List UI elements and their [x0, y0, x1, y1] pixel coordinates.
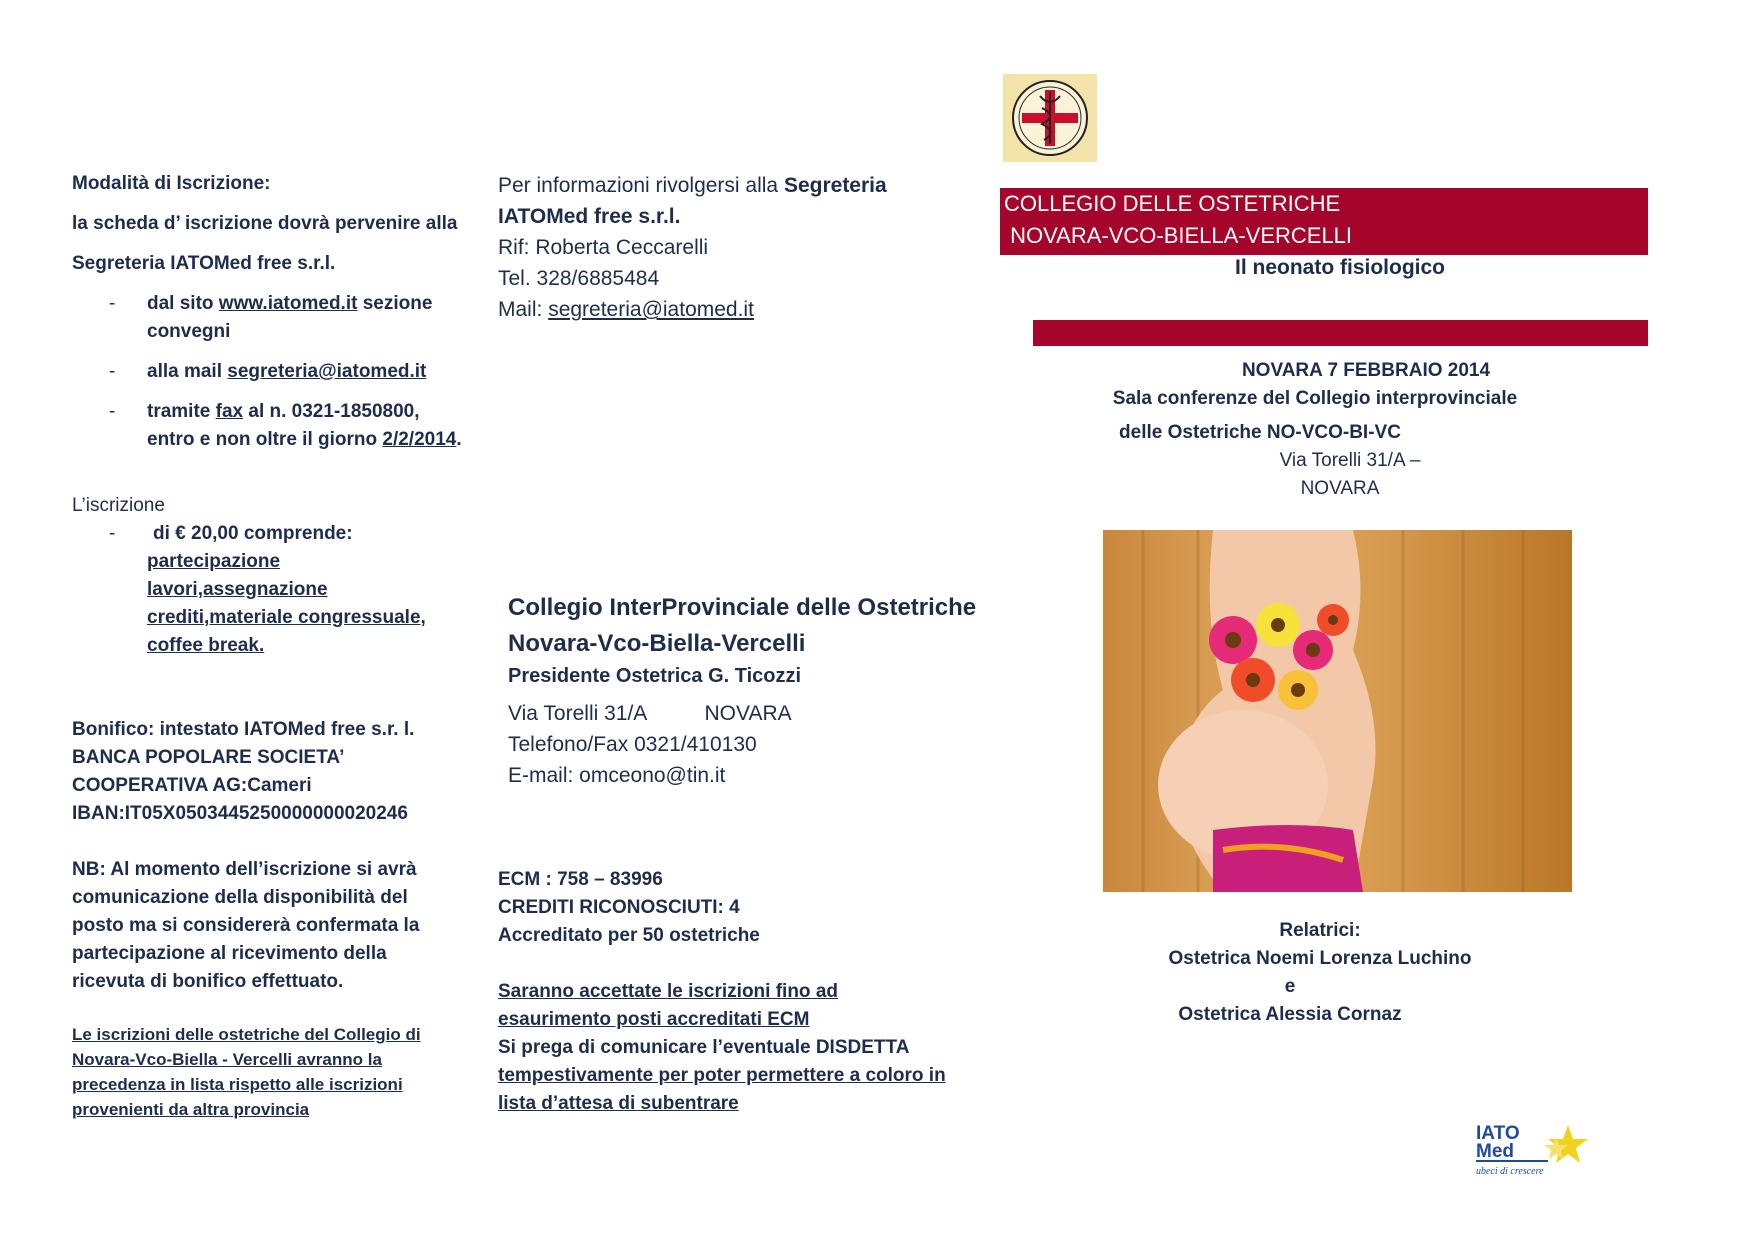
venue-city: NOVARA — [1300, 478, 1380, 499]
college-phone: Telefono/Fax 0321/410130 — [508, 733, 757, 756]
iban: IBAN:IT05X0503445250000000020246 — [72, 803, 408, 824]
banner-line-1: COLLEGIO DELLE OSTETRICHE — [1004, 191, 1341, 216]
caduceus-cross-icon — [1010, 78, 1090, 158]
speaker-2: Ostetrica Alessia Cornaz — [1178, 1004, 1402, 1025]
notice-cancellation: Si prega di comunicare l’eventuale DISDETTA — [498, 1037, 910, 1058]
registration-intro: la scheda d’ iscrizione dovrà pervenire alla — [72, 213, 458, 234]
bullet-dash: - — [109, 401, 116, 422]
info-block: Per informazioni rivolgersi alla Segreteria IATOMed free s.r.l. Rif: Roberta Ceccarelli Tel. 328/6885484 Mail: segreteria@iatomed.it — [498, 170, 948, 325]
bullet-dash: - — [109, 293, 116, 314]
iscrizione-price: - di € 20,00 comprende: — [72, 520, 472, 548]
iatomed-logo-icon — [1476, 1117, 1591, 1179]
photo-illustration — [1103, 530, 1572, 892]
bullet-website: - dal sito www.iatomed.it sezione convegni — [72, 290, 472, 346]
notice-acceptance: Saranno accettate le iscrizioni fino ad esaurimento posti accreditati ECM — [498, 981, 838, 1030]
speaker-1: Ostetrica Noemi Lorenza Luchino — [1168, 948, 1472, 969]
bullet-email: - alla mail segreteria@iatomed.it — [72, 358, 472, 386]
mail-link[interactable]: segreteria@iatomed.it — [548, 298, 754, 321]
registration-heading: Modalità di Iscrizione: — [72, 173, 271, 194]
pregnant-woman-photo — [1103, 530, 1572, 892]
bullet-dash: - — [109, 361, 116, 382]
fax-link[interactable]: fax — [215, 401, 244, 422]
speaker-conjunction: e — [1284, 976, 1296, 997]
college-email: E-mail: omceono@tin.it — [508, 764, 726, 787]
banner-line-2: NOVARA-VCO-BIELLA-VERCELLI — [1004, 223, 1353, 248]
president: Presidente Ostetrica G. Ticozzi — [508, 665, 802, 687]
event-date: NOVARA 7 FEBBRAIO 2014 — [1241, 360, 1491, 381]
deadline-date: 2/2/2014 — [382, 429, 457, 450]
contact-tel: Tel. 328/6885484 — [498, 267, 660, 290]
website-link[interactable]: www.iatomed.it — [218, 293, 358, 314]
contact-mail: Mail: segreteria@iatomed.it — [498, 298, 754, 321]
logo-text-iato: IATO — [1476, 1123, 1520, 1144]
college-logo — [1003, 74, 1097, 162]
nb-note: NB: Al momento dell’iscrizione si avrà comunicazione della disponibilità del posto ma si considererà confermata la partecipazione al ricevimento della ricevuta di bonifico effettuato. — [72, 859, 420, 992]
iatomed-logo — [1476, 1117, 1591, 1179]
ecm-code: ECM : 758 – 83996 — [498, 869, 663, 890]
venue-line-1: Sala conferenze del Collegio interprovinciale — [1112, 388, 1518, 409]
iscrizione-title: L’iscrizione — [72, 495, 165, 516]
bonifico-line: COOPERATIVA AG:Cameri — [72, 775, 312, 796]
bullet-fax: - tramite fax al n. 0321-1850800, entro e non oltre il giorno 2/2/2014. — [72, 398, 472, 454]
bonifico-line: Bonifico: intestato IATOMed free s.r. l. — [72, 719, 415, 740]
registration-secretariat: Segreteria IATOMed free s.r.l. — [72, 253, 336, 274]
info-secretariat: Segreteria IATOMed free s.r.l. — [498, 174, 887, 228]
venue-line-2: delle Ostetriche NO-VCO-BI-VC — [1119, 422, 1401, 443]
red-divider — [1033, 320, 1648, 346]
bullet-dash: - — [109, 523, 116, 544]
registration-column — [72, 170, 472, 1122]
ecm-block — [498, 866, 978, 1118]
college-block — [508, 590, 994, 791]
title-banner — [1000, 188, 1648, 255]
contact-rif: Rif: Roberta Ceccarelli — [498, 236, 709, 259]
email-link[interactable]: segreteria@iatomed.it — [227, 361, 427, 382]
logo-tagline: ubeci di crescere — [1476, 1166, 1544, 1177]
logo-text-med: Med — [1476, 1141, 1514, 1162]
iscrizione-items: partecipazione lavori,assegnazione crediti,materiale congressuale, coffee break. — [147, 551, 426, 656]
bonifico-block — [72, 716, 472, 828]
venue-street: Via Torelli 31/A – — [1279, 450, 1421, 471]
college-region: Novara-Vco-Biella-Vercelli — [508, 630, 806, 657]
accredited: Accreditato per 50 ostetriche — [498, 925, 760, 946]
event-subtitle: Il neonato fisiologico — [1235, 256, 1445, 279]
college-name: Collegio InterProvinciale delle Ostetriche — [508, 594, 977, 621]
info-column — [498, 170, 978, 325]
precedence-note: Le iscrizioni delle ostetriche del Collegio di Novara-Vco-Biella - Vercelli avranno la precedenza in lista rispetto alle iscrizioni provenienti da altra provincia — [72, 1025, 421, 1119]
college-address: Via Torelli 31/A NOVARA — [508, 702, 792, 725]
notice-waitlist: tempestivamente per poter permettere a coloro in lista d’attesa di subentrare — [498, 1065, 946, 1114]
bonifico-line: BANCA POPOLARE SOCIETA’ — [72, 747, 345, 768]
credits: CREDITI RICONOSCIUTI: 4 — [498, 897, 740, 918]
relatrici-title: Relatrici: — [1279, 920, 1361, 941]
